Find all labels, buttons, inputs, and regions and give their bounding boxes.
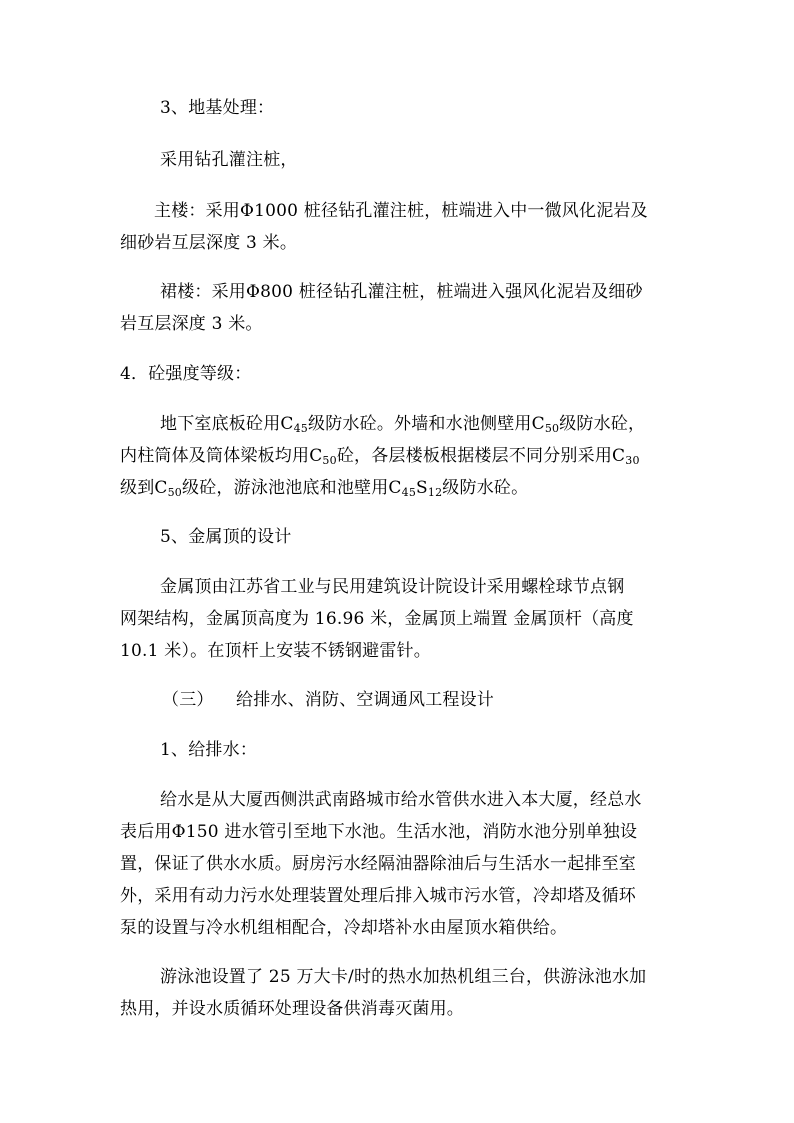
part-3-title: 给排水、消防、空调通风工程设计: [236, 690, 494, 710]
concrete-line-2: [120, 446, 640, 466]
concrete-line-3: [120, 478, 528, 498]
concrete-line-3-text-a: 级到C: [120, 478, 168, 498]
grade-subscript: 50: [544, 422, 560, 435]
concrete-line-3-text-d: 级防水砼。: [442, 478, 529, 498]
concrete-line-1-text-b: 级防水砼。外墙和水池侧壁用C: [308, 414, 545, 434]
concrete-line-1-text-a: 地下室底板砼用C: [160, 414, 294, 434]
grade-subscript: 50: [167, 486, 183, 499]
grade-subscript: 45: [293, 422, 309, 435]
concrete-line-3-text-b: 级砼，游泳池池底和池壁用C: [182, 478, 402, 498]
podium-line-1: 裙楼：采用Φ800 桩径钻孔灌注桩，桩端进入强风化泥岩及细砂: [160, 282, 643, 302]
grade-subscript: 50: [322, 454, 337, 467]
concrete-line-2-text-b: 砼，各层楼板根据楼层不同分别采用C: [336, 446, 626, 466]
grade-subscript: 45: [401, 486, 417, 499]
water-para-1-line-2: 表后用Φ150 进水管引至地下水池。生活水池，消防水池分别单独设: [120, 822, 638, 842]
water-para-1-line-5: 泵的设置与冷水机组相配合，冷却塔补水由屋顶水箱供给。: [120, 918, 568, 938]
concrete-line-2-text-a: 内柱筒体及筒体梁板均用C: [120, 446, 323, 466]
grade-subscript: 30: [625, 454, 640, 467]
metal-roof-line-3: 10.1 米）。在顶杆上安装不锈钢避雷针。: [120, 641, 431, 661]
concrete-line-1-text-c: 级防水砼，: [559, 414, 646, 434]
part-3-number: （三）: [162, 690, 214, 710]
grade-subscript: 12: [427, 486, 443, 499]
main-building-line-2: 细砂岩互层深度 3 米。: [120, 233, 298, 253]
water-para-2-line-2: 热用，并设水质循环处理设备供消毒灭菌用。: [120, 999, 464, 1019]
water-supply-heading: 1、给排水：: [160, 740, 258, 760]
metal-roof-line-1: 金属顶由江苏省工业与民用建筑设计院设计采用螺栓球节点钢: [160, 577, 625, 597]
section-3-heading: 3、地基处理：: [160, 98, 275, 118]
concrete-line-3-text-c: S: [416, 478, 428, 498]
podium-line-2: 岩互层深度 3 米。: [120, 314, 263, 334]
water-para-2-line-1: 游泳池设置了 25 万大卡/时的热水加热机组三台，供游泳池水加: [160, 967, 647, 987]
section-4-heading: 4．砼强度等级：: [120, 364, 252, 384]
concrete-line-1: [160, 414, 645, 434]
main-building-line-1: 主楼：采用Φ1000 桩径钻孔灌注桩，桩端进入中一微风化泥岩及: [154, 201, 648, 221]
water-para-1-line-3: 置，保证了供水水质。厨房污水经隔油器除油后与生活水一起排至室: [120, 854, 636, 874]
water-para-1-line-1: 给水是从大厦西侧洪武南路城市给水管供水进入本大厦，经总水: [160, 790, 642, 810]
section-3-intro: 采用钻孔灌注桩，: [160, 150, 298, 170]
water-para-1-line-4: 外，采用有动力污水处理装置处理后排入城市污水管，冷却塔及循环: [120, 886, 636, 906]
section-5-heading: 5、金属顶的设计: [160, 527, 292, 547]
metal-roof-line-2: 网架结构，金属顶高度为 16.96 米，金属顶上端置 金属顶杆（高度: [120, 609, 634, 629]
